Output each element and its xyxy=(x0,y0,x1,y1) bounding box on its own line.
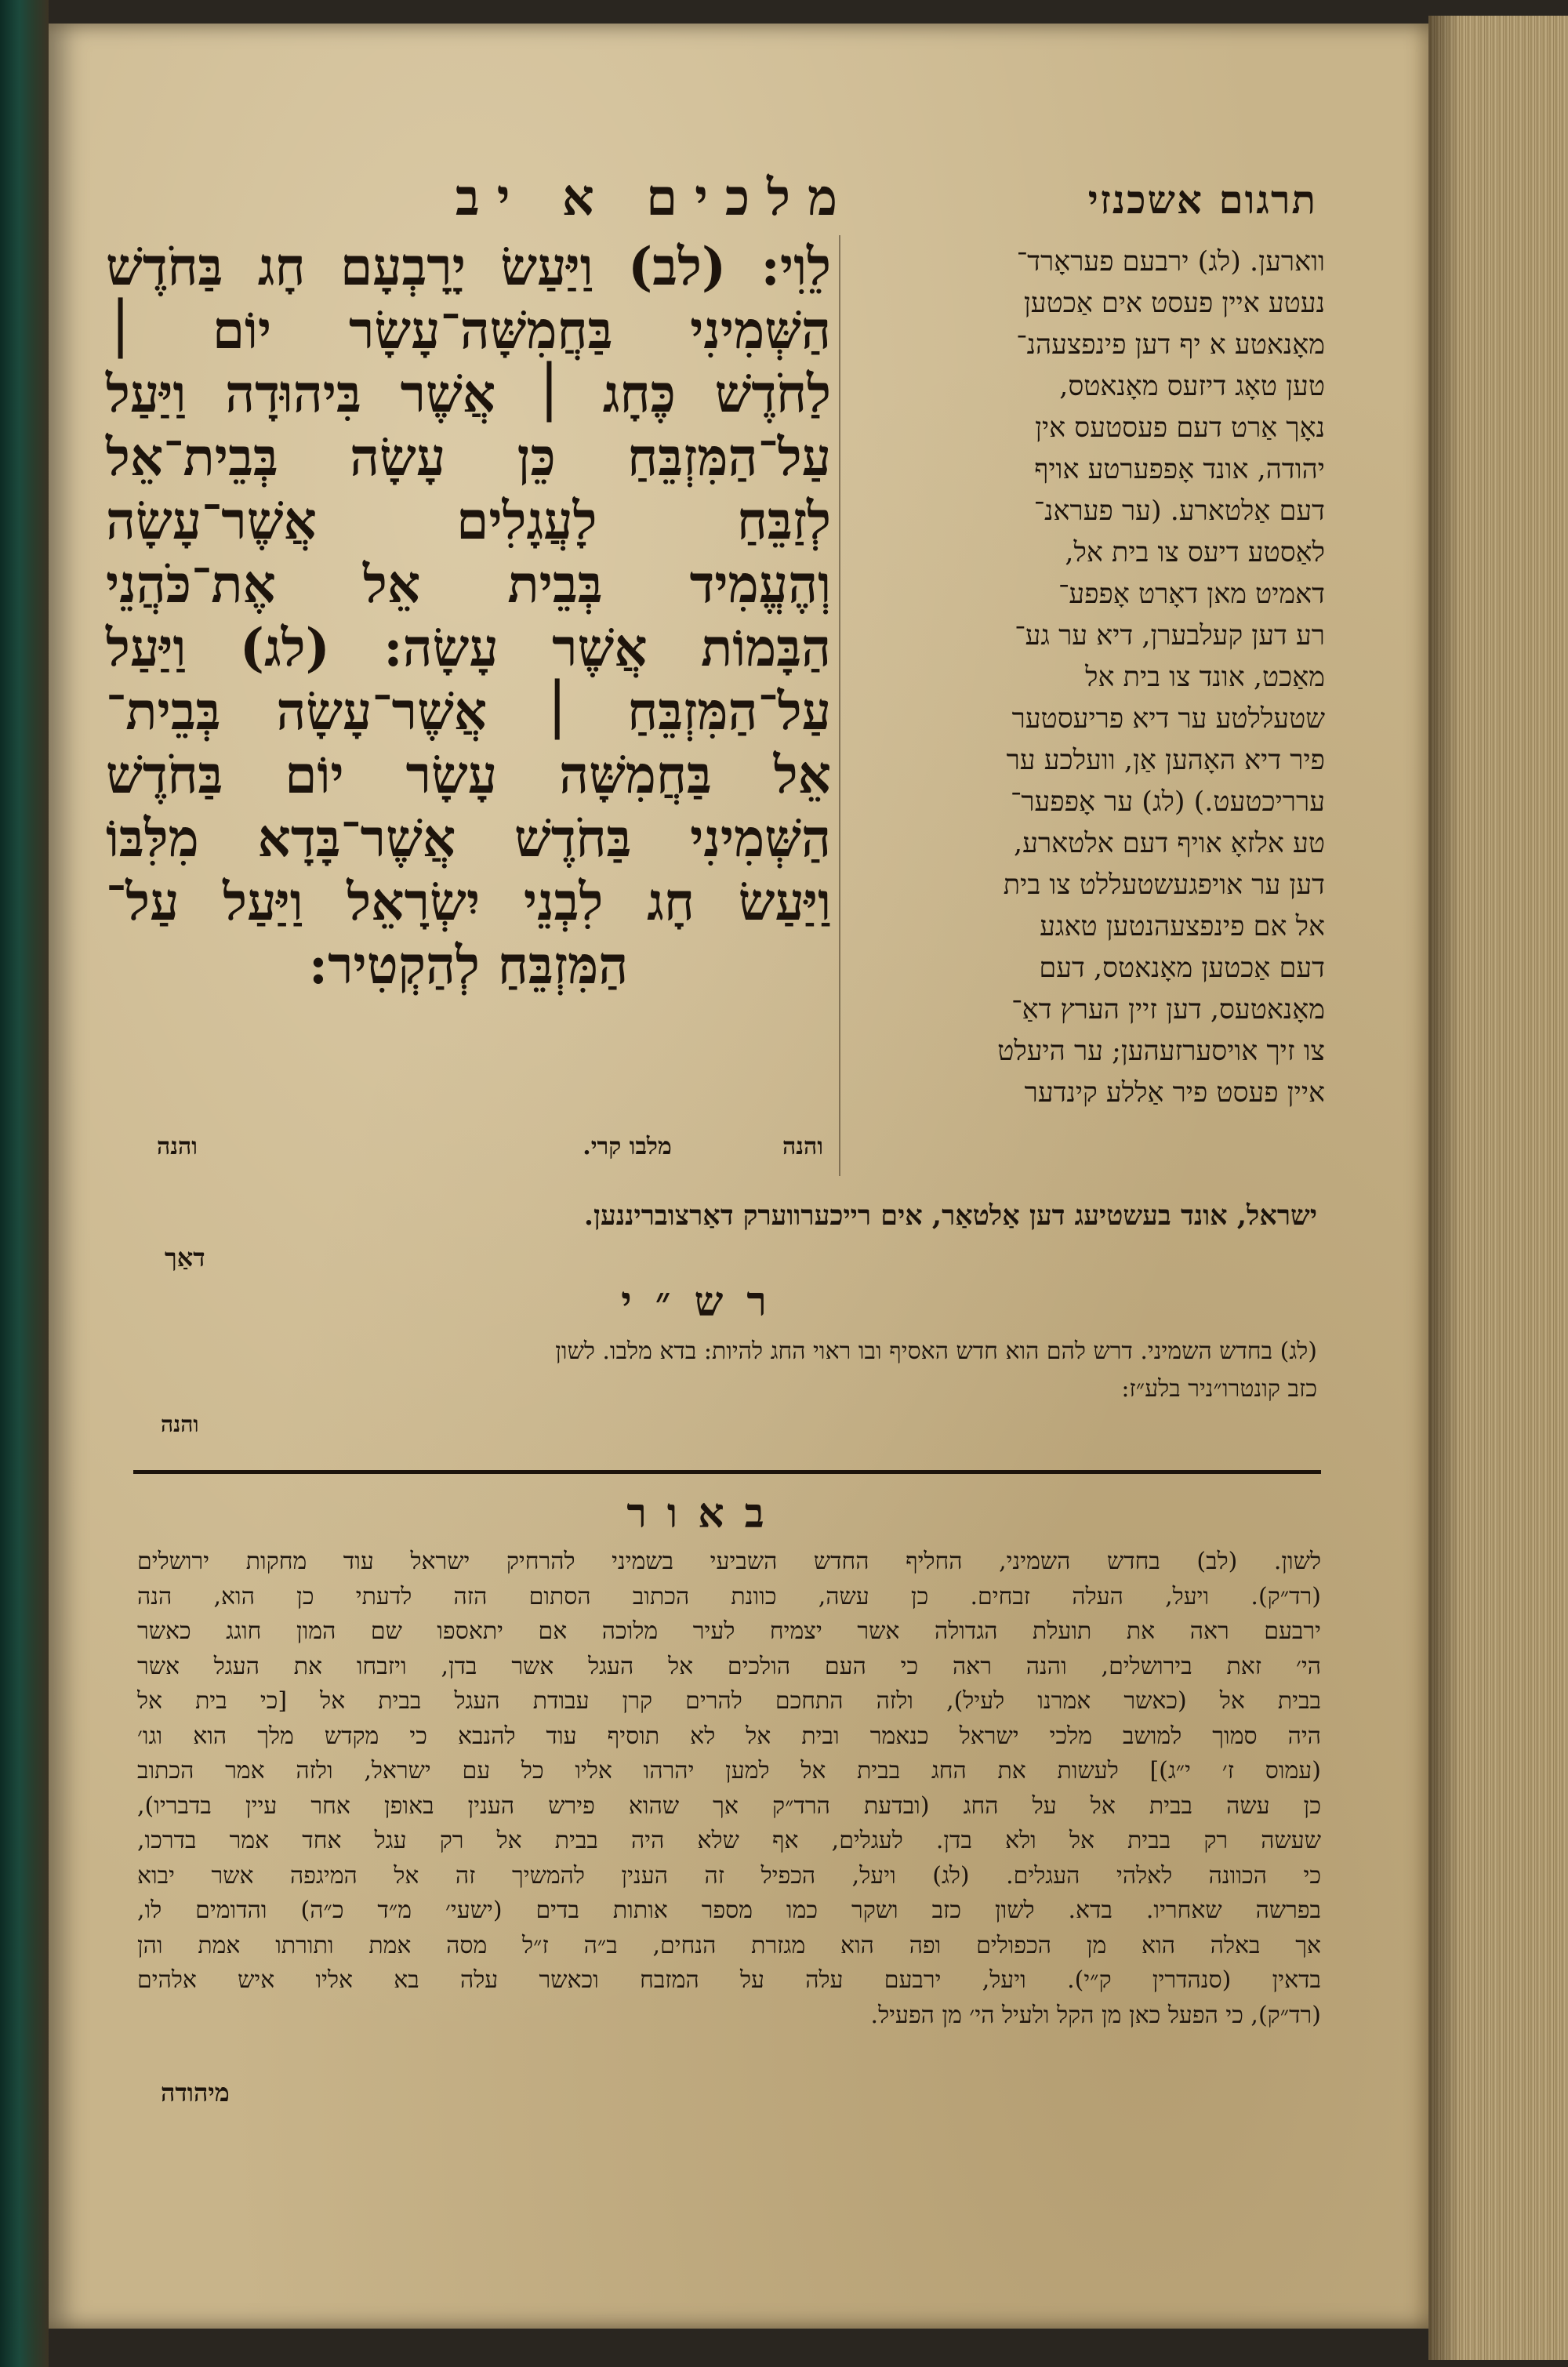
yiddish-line: פיר דיא האָהען אַן, וועלכע ער xyxy=(1006,745,1325,776)
hebrew-line: הַשְּׁמִינִי בַּחֹדֶשׁ אֲשֶׁר־בָּדָא מִלִּבּוֹ xyxy=(106,808,831,869)
yiddish-line: לאַסטע דיעס צו בית אל, xyxy=(1065,537,1325,568)
yiddish-line: מאַכט, אונד צו בית אל xyxy=(1085,662,1325,693)
yiddish-line: דעם אַלטארע. (ער פעראנ־ xyxy=(1033,496,1325,527)
yiddish-line: איין פעסט פיר אַללע קינדער xyxy=(1024,1077,1325,1109)
biur-heading: באור xyxy=(626,1490,785,1537)
yiddish-line: יהודה, אונד אָפפערטע אויף xyxy=(1034,454,1325,485)
header-translation-title: תרגום אשכנזי xyxy=(1087,176,1317,223)
biur-line: בדאין (סנהדרין ק״י). ויעל, ירבעם עלה על המזבח וכאשר עלה בא אליו איש אלהים xyxy=(137,1966,1321,1994)
hebrew-line: וַיַּעַשׂ חָג לִבְנֵי יִשְׂרָאֵל וַיַּעַל עַל־ xyxy=(106,871,831,932)
gutter-shadow xyxy=(1428,16,1460,2360)
hebrew-line: לַחֹדֶשׁ כֶּחָג ׀ אֲשֶׁר בִּיהוּדָה וַיַּעַל xyxy=(106,363,831,424)
header-book-title: מלכים א יב xyxy=(455,169,855,227)
yiddish-line: שטעללטע ער דיא פריעסטער xyxy=(1011,703,1325,735)
yiddish-line: רע דען קעלבערן, דיא ער גע־ xyxy=(1014,620,1325,652)
biur-line: (רד״ק). ויעל, העלה זבחים. כן עשה, כוונת הכתוב הסתום הזה לדעתי כן הוא, הנה xyxy=(137,1582,1321,1610)
biur-commentary xyxy=(137,1545,1321,2033)
hebrew-line: עַל־הַמִּזְבֵּחַ כֵּן עָשָׂה בְּבֵית־אֵל xyxy=(106,427,831,488)
hebrew-line: לֵוִי: (לב) וַיַּעַשׂ יָרָבְעָם חָג בַּחֹדֶשׁ xyxy=(106,236,831,297)
masorah-note: מלבו קרי. xyxy=(583,1133,672,1160)
rashi-commentary xyxy=(137,1333,1317,1408)
yiddish-line: מאָנאטע א יף דען פינפצעהנ־ xyxy=(1016,329,1325,361)
hebrew-line: עַל־הַמִּזְבֵּחַ ׀ אֲשֶׁר־עָשָׂה בְּבֵית־ xyxy=(106,681,831,742)
yiddish-continuation-line: ישראל, אונד בעשטיעג דען אַלטאַר, אים רייכערווערק דאַרצובריננען. xyxy=(583,1200,1317,1232)
yiddish-line: נאָך אַרט דעם פעסטעס אין xyxy=(1035,412,1325,444)
catchword-translation: דאַך xyxy=(165,1243,205,1272)
yiddish-line: צו זיך אויסערזעהען; ער היעלט xyxy=(997,1036,1325,1067)
rashi-line: (לג) בחדש השמיני. דרש להם הוא חדש האסיף ובו ראוי החג להיות: בדא מלבו. לשון xyxy=(555,1338,1317,1365)
biur-line: לשון. (לב) בחדש השמיני, החליף החדש השביעי בשמיני להרחיק ישראל עוד מחקות ירושלים xyxy=(137,1548,1321,1575)
catchword-rashi: והנה xyxy=(161,1411,199,1437)
book-binding-edge xyxy=(0,0,49,2367)
biur-line: בבית אל (כאשר אמרנו לעיל), ולזה התחכם להרים קרן עבודת העגל בבית אל [כי בית אל xyxy=(137,1687,1321,1715)
yiddish-line: אל אם פינפצעהנטען טאגע xyxy=(1040,911,1325,942)
hebrew-line: אֵל בַּחֲמִשָּׁה עָשָׂר יוֹם בַּחֹדֶשׁ xyxy=(106,744,831,805)
biur-line: (עמוס ז׳ י״ג)] לעשות את החג בבית אל למען יהרהו אליו כל עם ישראל, ולזה אמר הכתוב xyxy=(137,1757,1321,1784)
catchword-main: והנה xyxy=(157,1133,198,1160)
hebrew-line: לְזַבֵּחַ לָעֲגָלִים אֲשֶׁר־עָשָׂה xyxy=(106,490,831,551)
hebrew-main-text xyxy=(106,235,831,997)
yiddish-line: טע אלזאָ אויף דעם אלטארע, xyxy=(1014,828,1325,859)
yiddish-line: דאמיט מאן דאָרט אָפפע־ xyxy=(1058,579,1325,610)
rashi-line: כזב קונטרו״ניר בלע״ז: xyxy=(1121,1375,1317,1403)
biur-line-final: (רד״ק), כי הפעל כאן מן הקל ולעיל הי׳ מן הפעיל. xyxy=(870,2001,1321,2029)
rashi-heading: רש״י xyxy=(621,1278,790,1326)
hebrew-line-final: הַמִּזְבֵּחַ לְהַקְטִיר: xyxy=(308,935,629,996)
biur-line: ירבעם ראה את תועלת הגדולה אשר יצמיח לעיר מלוכה אם יתאספו שם המון חוגג כאשר xyxy=(137,1617,1321,1645)
hebrew-line: וְהֶעֱמִיד בְּבֵית אֵל אֶת־כֹּהֲנֵי xyxy=(106,554,831,615)
yiddish-line: ערריכטעט.) (לג) ער אָפפער־ xyxy=(1010,786,1325,818)
yiddish-line: דען ער אויפגעשטעללט צו בית xyxy=(1003,869,1325,901)
section-divider-rule xyxy=(133,1470,1321,1474)
biur-line: כן עשה בבית אל על החג (ובדעת הרד״ק אך שהוא פירש הענין באופן אחר עיין בדבריו), xyxy=(137,1792,1321,1820)
hebrew-line: הַבָּמוֹת אֲשֶׁר עָשָׂה: (לג) וַיַּעַל xyxy=(106,617,831,678)
column-divider xyxy=(839,235,840,1176)
biur-line: הי׳ זאת בירושלים, והנה ראה כי העם הולכים אל העגל אשר בדן, ויזבחו את העגל אשר xyxy=(137,1652,1321,1680)
biur-line: בפרשה שאחריו. בדא. לשון כזב ושקר כמו מספר אותות בדים (ישעי׳ מ״ד כ״ה) והדומים לו, xyxy=(137,1897,1321,1924)
yiddish-line: נעטע איין פעסט אים אַכטען xyxy=(1023,288,1325,319)
biur-line: שעשה רק בבית אל ולא בדן. לעגלים, אף שלא היה בבית אל רק עגל אחד אמר בדרכו, xyxy=(137,1827,1321,1854)
biur-line: אך באלה הוא מן הכפולים ופה הוא מגזרת הנחים, ב״ה ז״ל מסה אמת ותורתו אמת והן xyxy=(137,1931,1321,1959)
biur-line: היה סמוך למושב מלכי ישראל כנאמר ובית אל לא תוסיף עוד להנבא כי מקדש מלך הוא וגו׳ xyxy=(137,1722,1321,1750)
biur-line: כי הכוונה לאלהי העגלים. (לג) ויעל, הכפיל זה הענין להמשיך זה אל המיגפה אשר יבוא xyxy=(137,1861,1321,1890)
yiddish-line: מאָנאטעס, דען זיין הערץ דאַ־ xyxy=(1011,994,1325,1026)
catchword-column: והנה xyxy=(782,1133,823,1160)
yiddish-line: דעם אַכטען מאָנאטס, דעם xyxy=(1039,953,1325,984)
yiddish-line: טען טאָג דיזעס מאָנאטס, xyxy=(1059,371,1325,402)
hebrew-line: הַשְּׁמִינִי בַּחֲמִשָּׁה־עָשָׂר יוֹם ׀ xyxy=(106,300,831,361)
yiddish-translation-column xyxy=(851,241,1325,1114)
catchword-biur: מיהודה xyxy=(161,2078,230,2107)
yiddish-line: ווארען. (לג) ירבעם פעראָרד־ xyxy=(1016,246,1325,278)
